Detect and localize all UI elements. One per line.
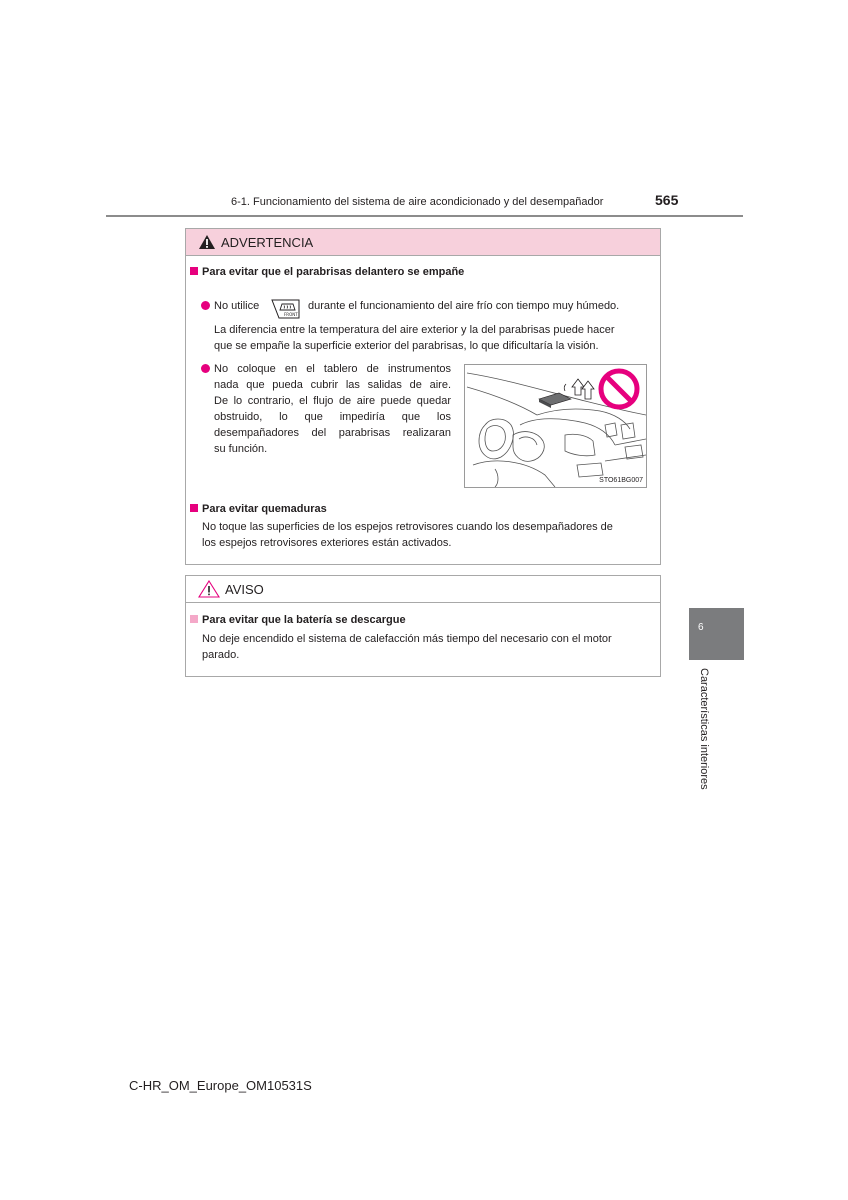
dashboard-drawing [465, 365, 646, 487]
header-rule [106, 215, 743, 217]
warning-heading-burns: Para evitar quemaduras [190, 501, 327, 517]
page-number: 565 [655, 192, 679, 208]
bullet-dashboard: No coloque en el tablero de instrumentos nada que pueda cubrir las salidas de aire. De lo contrario, el flujo de aire puede quedar obstruido, lo que impediría que los desempañadores del parabrisas realizaran su función. [201, 361, 451, 457]
burns-text-line-2: los espejos retrovisores exteriores están activados. [202, 537, 452, 549]
chapter-number: 6 [698, 622, 704, 633]
warning-heading-fog: Para evitar que el parabrisas delantero se empañe [190, 264, 464, 280]
caution-triangle-icon [198, 580, 220, 598]
battery-text-line-1: No deje encendido el sistema de calefacción más tiempo del necesario con el motor [202, 633, 612, 645]
notice-box-title: AVISO [225, 581, 264, 597]
manual-code: C-HR_OM_Europe_OM10531S [129, 1078, 312, 1093]
front-label: FRONT [284, 312, 298, 317]
bullet-no-use-button: No utilice [201, 298, 259, 314]
bullet-no-use-text: durante el funcionamiento del aire frío con tiempo muy húmedo. [308, 300, 620, 312]
fog-explanation-line-2: que se empañe la superficie exterior del parabrisas, lo que dificultaría la visión. [214, 340, 599, 352]
round-bullet-icon [201, 301, 210, 310]
chapter-title: Características interiores [698, 668, 710, 790]
airflow-arrows [564, 379, 594, 399]
notice-heading-battery: Para evitar que la batería se descargue [190, 612, 406, 628]
dashboard-illustration [464, 364, 647, 488]
square-bullet-icon [190, 615, 198, 623]
fog-explanation-line-1: La diferencia entre la temperatura del aire exterior y la del parabrisas puede hacer [214, 324, 615, 336]
illustration-code: STO61BG007 [599, 477, 643, 484]
warning-triangle-icon [198, 234, 216, 250]
section-title: 6-1. Funcionamiento del sistema de aire acondicionado y del desempañador [231, 196, 604, 208]
battery-text-line-2: parado. [202, 649, 240, 661]
round-bullet-icon [201, 364, 210, 373]
prohibition-icon [601, 371, 637, 407]
burns-text-line-1: No toque las superficies de los espejos retrovisores cuando los desempañadores de [202, 521, 613, 533]
notice-box-header [186, 576, 660, 603]
warning-box-title: ADVERTENCIA [221, 234, 314, 250]
front-defogger-button-icon [269, 297, 302, 321]
chapter-tab [689, 608, 744, 660]
object-on-dashboard [539, 393, 571, 408]
square-bullet-icon [190, 504, 198, 512]
warning-box-header [186, 229, 660, 256]
square-bullet-icon [190, 267, 198, 275]
